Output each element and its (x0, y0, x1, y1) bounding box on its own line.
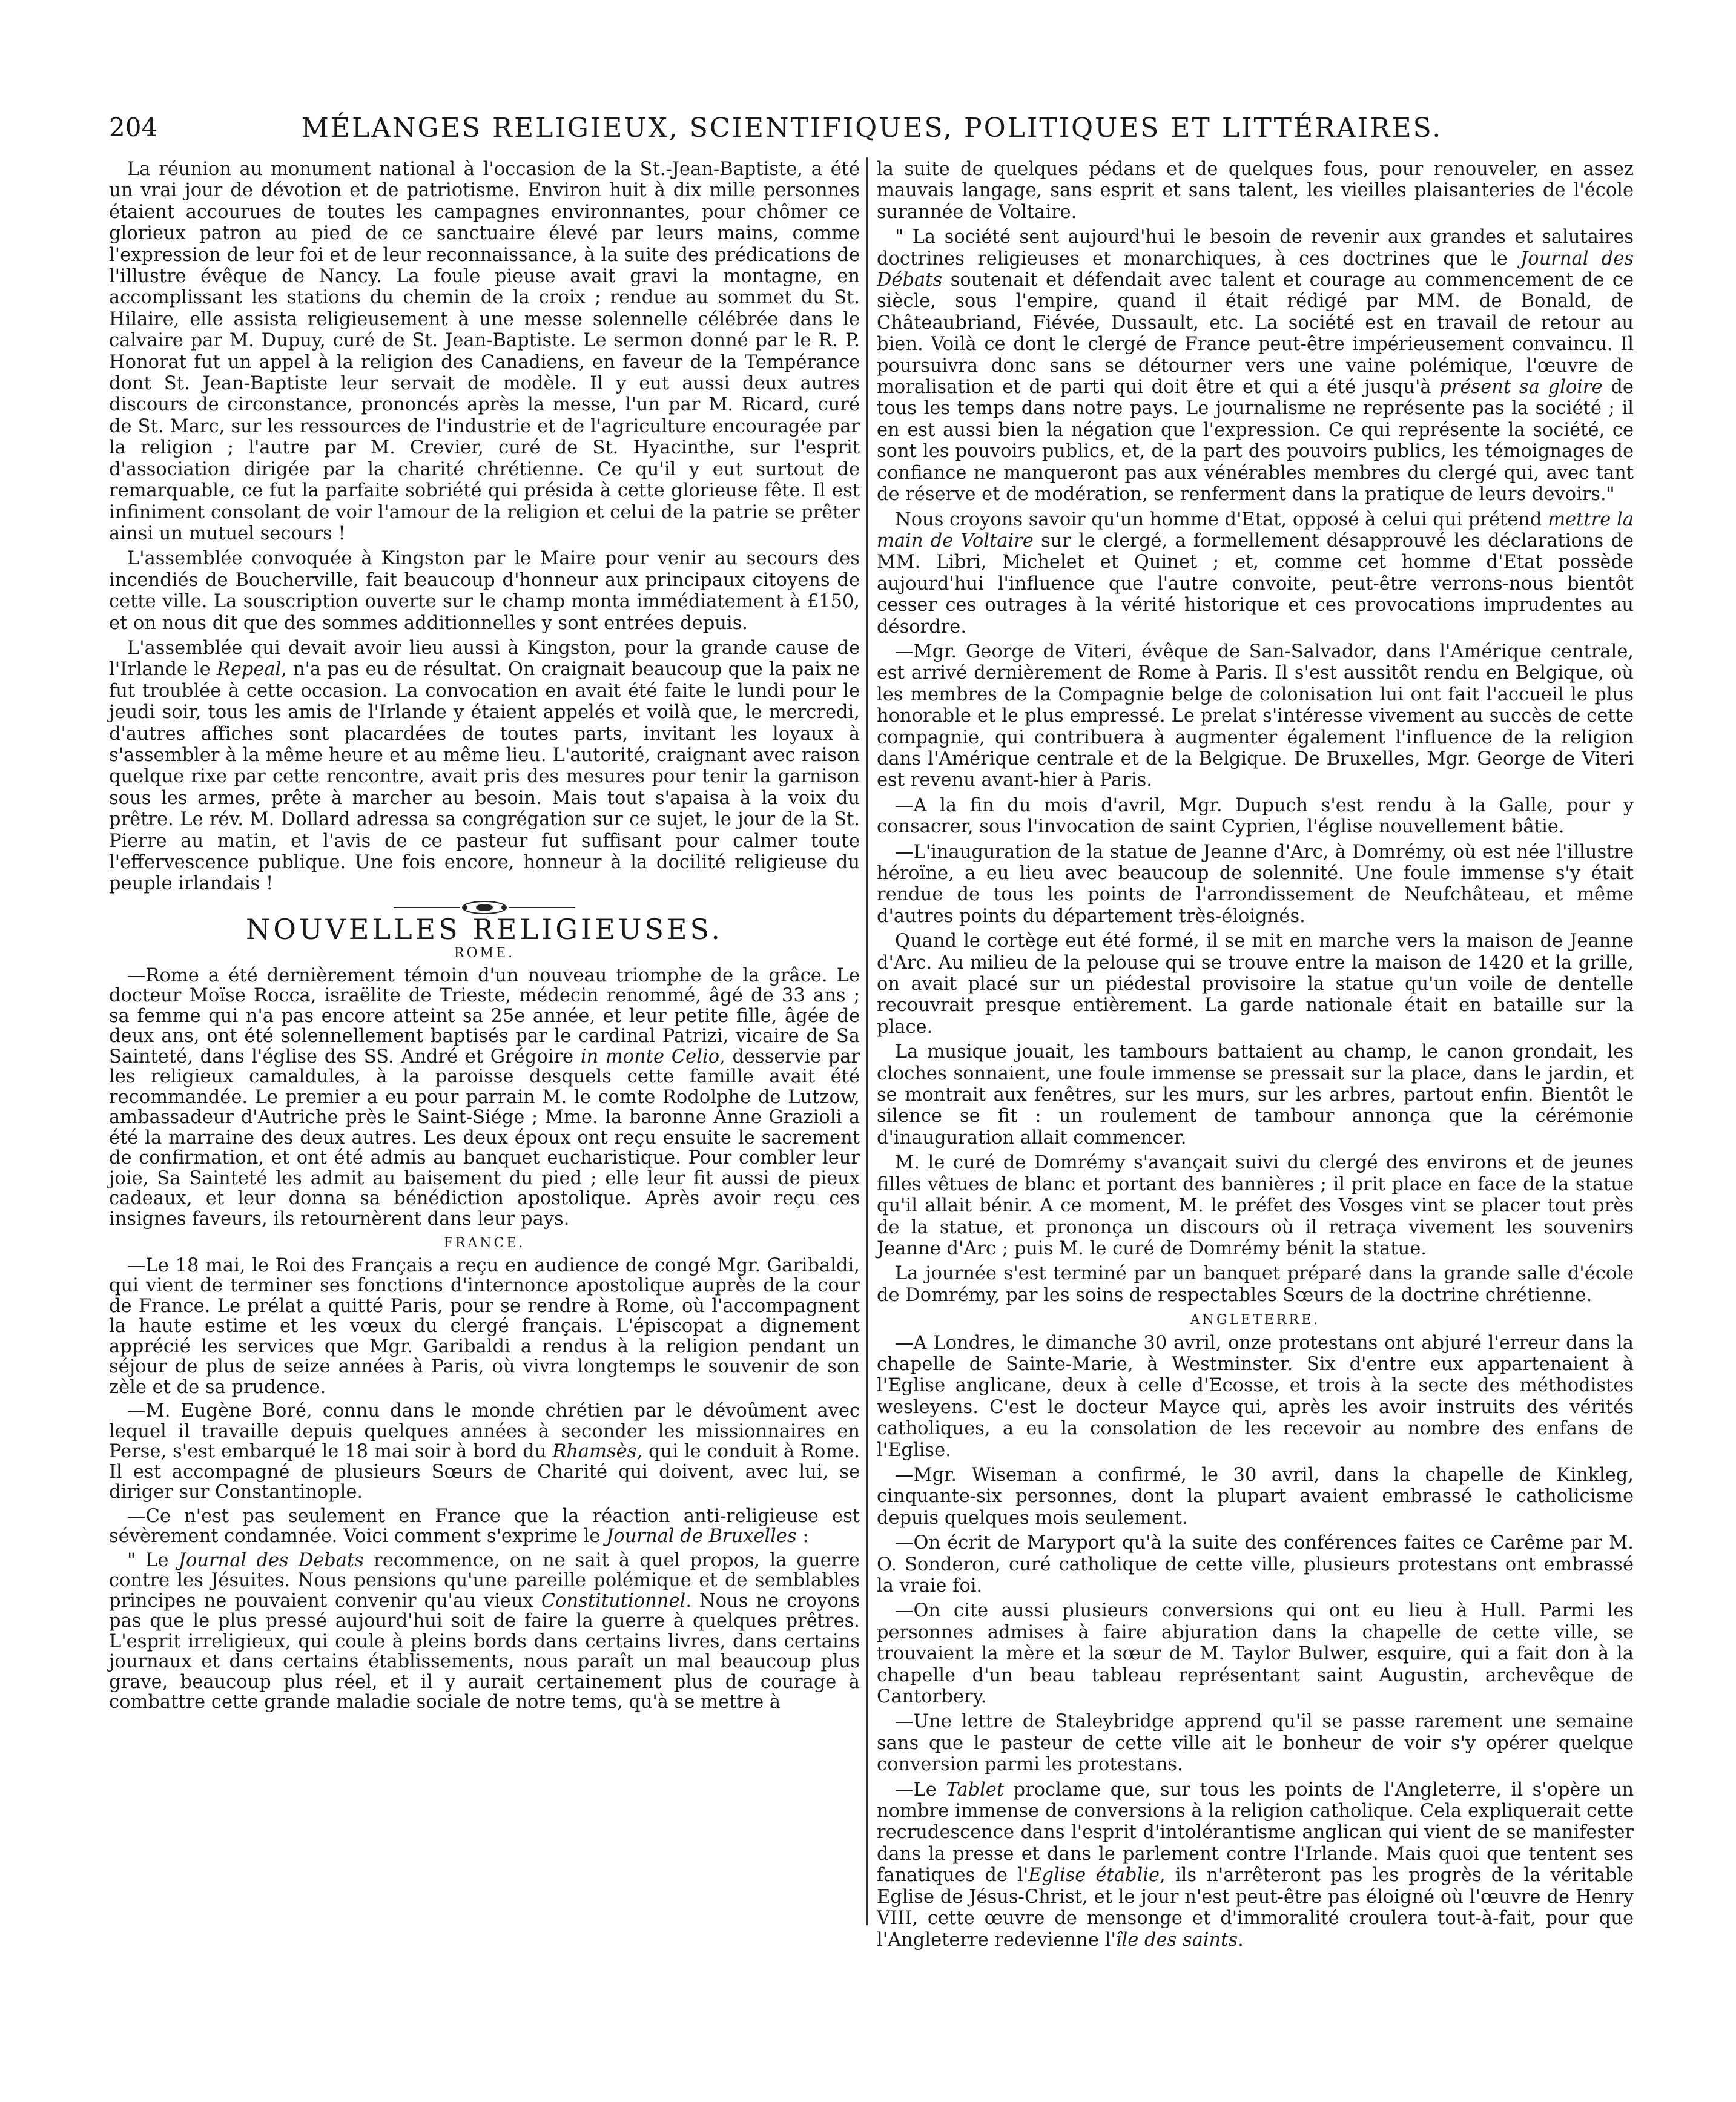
article-societe: " La société sent aujourd'hui le besoin de revenir aux grandes et salutaires doctrines religieuses et monarchiques, à ces doctrines que le Journal des Débats soutenait et défendait avec talent et courage au commencement de ce siècle, sous l'empire, quand il était rédigé par MM. de Bonald, de Châteaubriand, Fiévée, Dussault, etc. La société est en travail de retour au bien. Voilà ce dont le clergé de France peut-être impérieusement convaincu. Il poursuivra donc sans se détourner vers une vaine polémique, l'œuvre de moralisation et de parti qui doit être et qui a été jusqu'à présent sa gloire de tous les temps dans notre pays. Le journalisme ne représente pas la société ; il en est aussi bien la négation que l'expression. Ce qui représente la société, ce sont les pouvoirs publics, et, de la part des pouvoirs publics, les témoignages de confiance ne manqueront pas aux vénérables membres du clergé qui, avec tant de réserve et de modération, se renferment dans la pratique de leurs devoirs." (877, 226, 1634, 506)
article-dupuch: —A la fin du mois d'avril, Mgr. Dupuch s'est rendu à la Galle, pour y consacrer, sous l'invocation de saint Cyprien, l'église nouvellement bâtie. (877, 794, 1634, 838)
article-saint-jean-baptiste: La réunion au monument national à l'occasion de la St.-Jean-Baptiste, a été un vrai jour de dévotion et de patriotisme. Environ huit à dix mille personnes étaient accourues de toutes les campagnes environnantes, pour chômer ce glorieux patron au pied de ce sanctuaire élevé par leurs mains, comme l'expression de leur foi et de leur reconnaissance, à la suite des prédications de l'illustre évêque de Nancy. La foule pieuse avait gravi la montagne, en accomplissant les stations du chemin de la croix ; rendue au sommet du St. Hilaire, elle assista religieusement à une messe solennelle célébrée dans le calvaire par M. Dupuy, curé de St. Jean-Baptiste. Le sermon donné par le R. P. Honorat fut un appel à la religion des Canadiens, en faveur de la Tempérance dont St. Jean-Baptiste leur servait de modèle. Il y eut aussi deux autres discours de circonstance, prononcés après la messe, l'un par M. Ricard, curé de St. Marc, sur les ressources de l'industrie et de l'agriculture encouragée par la religion ; l'autre par M. Crevier, curé de St. Hyacinthe, sur l'esprit d'association dirigée par la charité chrétienne. Ce qu'il y eut surtout de remarquable, ce fut la parfaite sobriété qui présida à cette glorieuse fête. Il est infiniment consolant de voir l'amour de la religion et celui de la patrie se prêter ainsi un mutuel secours ! (109, 159, 860, 544)
column-rule (866, 157, 868, 1925)
article-cortege: Quand le cortège eut été formé, il se mit en marche vers la maison de Jeanne d'Arc. Au milieu de la pelouse qui se trouve entre la maison de 1420 et la grille, on avait placé sur un piédestal provisoire la statue qu'un voile de dentelle recouvrait presque entièrement. La garde nationale était en bataille sur la place. (877, 931, 1634, 1038)
article-musique: La musique jouait, les tambours battaient au champ, le canon grondait, les cloches sonnaient, une foule immense se pressait sur la place, dans le jardin, et se montrait aux fenêtres, sur les murs, sur les arbres, partout enfin. Bientôt le silence se fit : un roulement de tambour annonça que la cérémonie d'inauguration allait commencer. (877, 1041, 1634, 1148)
right-column (877, 159, 1634, 1954)
article-continuation: la suite de quelques pédans et de quelques fous, pour renouveler, en assez mauvais langage, sans esprit et sans talent, les vieilles plaisanteries de l'école surannée de Voltaire. (877, 159, 1634, 223)
article-wiseman: —Mgr. Wiseman a confirmé, le 30 avril, dans la chapelle de Kinkleg, cinquante-six personnes, dont la plupart avaient embrassé le catholicisme depuis quelques mois seulement. (877, 1464, 1634, 1529)
article-cure-domremy: M. le curé de Domrémy s'avançait suivi du clergé des environs et de jeunes filles vêtues de blanc et portant des bannières ; il prit place en face de la statue qu'il allait bénir. A ce moment, M. le préfet des Vosges vint se placer tout près de la statue, et prononça un discours où il retraça vivement les souvenirs Jeanne d'Arc ; puis M. le curé de Domrémy bénit la statue. (877, 1152, 1634, 1259)
article-bore: —M. Eugène Boré, connu dans le monde chrétien par le dévoûment avec lequel il travaille depuis quelques années à seconder les missionnaires en Perse, s'est embarqué le 18 mai soir à bord du Rhamsès, qui le conduit à Rome. Il est accompagné de plusieurs Sœurs de Charité qui doivent, avec lui, se diriger sur Constantinople. (109, 1400, 860, 1503)
article-journal-debats: " Le Journal des Debats recommence, on ne sait à quel propos, la guerre contre les Jésuites. Nous pensions qu'une pareille polémique et de semblables principes ne pouvaient convenir qu'au vieux Constitutionnel. Nous ne croyons pas que le plus pressé aujourd'hui soit de faire la guerre à quelques prêtres. L'esprit irreligieux, qui coule à pleins bords dans certains livres, dans certains journaux et dans certains établissements, nous paraît un mal beaucoup plus grave, beaucoup plus réel, et il y aurait certainement plus de courage à combattre cette grande maladie sociale de notre tems, qu'à se mettre à (109, 1549, 860, 1713)
article-londres: —A Londres, le dimanche 30 avril, onze protestans ont abjuré l'erreur dans la chapelle de Sainte-Marie, à Westminster. Six d'entre eux appartenaient à l'Eglise anglicane, deux à celle d'Ecosse, et trois à la secte des méthodistes wesleyens. C'est le docteur Mayce qui, après les avoir instruits des vérités catholiques, a eu la consolation de les recevoir au nombre des enfans de l'Eglise. (877, 1332, 1634, 1461)
article-homme-etat: Nous croyons savoir qu'un homme d'Etat, opposé à celui qui prétend mettre la main de Voltaire sur le clergé, a formellement désapprouvé les déclarations de MM. Libri, Michelet et Quinet ; et, comme cet homme d'Etat possède aujourd'hui l'influence que l'autre convoite, peut-être verrons-nous bientôt cesser ces outrages à la vérité historique et ces provocations imprudentes au désordre. (877, 509, 1634, 638)
article-jeanne-darc: —L'inauguration de la statue de Jeanne d'Arc, à Domrémy, où est née l'illustre héroïne, a eu lieu avec beaucoup de solennité. Une foule immense s'y était rendue de tous les points de l'arrondissement de Neufchâteau, et même d'autres points du département très-éloignés. (877, 841, 1634, 927)
running-title: MÉLANGES RELIGIEUX, SCIENTIFIQUES, POLITIQUES ET LITTÉRAIRES. (301, 113, 1443, 143)
subhead-rome: ROME. (454, 946, 515, 961)
subhead-france: FRANCE. (443, 1236, 526, 1251)
article-staleybridge: —Une lettre de Staleybridge apprend qu'il se passe rarement une semaine sans que le pasteur de cette ville ait le bonheur de voir s'y opérer quelque conversion parmi les protestans. (877, 1711, 1634, 1776)
section-title: NOUVELLES RELIGIEUSES. (245, 912, 724, 946)
left-column (109, 159, 860, 1716)
article-hull: —On cite aussi plusieurs conversions qui ont eu lieu à Hull. Parmi les personnes admises à faire abjuration dans la chapelle de cette ville, se trouvaient la mère et la sœur de M. Taylor Bulwer, esquire, qui a fait don à la chapelle d'un beau tableau représentant saint Augustin, archevêque de Cantorbery. (877, 1600, 1634, 1708)
article-garibaldi: —Le 18 mai, le Roi des Français a reçu en audience de congé Mgr. Garibaldi, qui vient de terminer ses fonctions d'internonce apostolique auprès de la cour de France. Le prélat a quitté Paris, pour se rendre à Rome, où l'accompagnent la haute estime et les vœux du clergé français. L'épiscopat a dignement apprécié les services que Mgr. Garibaldi a rendus à la religion pendant un séjour de plus de seize années à Paris, où vivra longtemps le souvenir de son zèle et de sa prudence. (109, 1254, 860, 1398)
page-header (109, 113, 1635, 149)
article-reaction: —Ce n'est pas seulement en France que la réaction anti-religieuse est sévèrement condamnée. Voici comment s'exprime le Journal de Bruxelles : (109, 1505, 860, 1547)
article-viteri: —Mgr. George de Viteri, évêque de San-Salvador, dans l'Amérique centrale, est arrivé dernièrement de Rome à Paris. Il s'est aussitôt rendu en Belgique, où les membres de la Compagnie belge de colonisation lui ont fait l'accueil le plus honorable et le plus empressé. Le prelat s'intéresse vivement au succès de cette compagnie, qui contribuera à augmenter également l'influence de la religion dans l'Amérique centrale et de la Belgique. De Bruxelles, Mgr. George de Viteri est revenu avant-hier à Paris. (877, 641, 1634, 791)
article-rome: —Rome a été dernièrement témoin d'un nouveau triomphe de la grâce. Le docteur Moïse Rocca, israëlite de Trieste, médecin renommé, âgé de 33 ans ; sa femme qui n'a pas encore atteint sa 25e année, et leur petite fille, âgée de deux ans, ont été solennellement baptisés par le cardinal Patrizi, vicaire de Sa Sainteté, dans l'église des SS. André et Grégoire in monte Celio, desservie par les religieux camaldules, à la paroisse desquels cette famille avait été recommandée. Le premier a eu pour parrain M. le comte Rodolphe de Lutzow, ambassadeur d'Autriche près le Saint-Siége ; Mme. la baronne Anne Grazioli a été la marraine des deux autres. Les deux époux ont reçu ensuite le sacrement de confirmation, et ont été admis au banquet eucharistique. Pour combler leur joie, Sa Sainteté les admit au baisement du pied ; elle leur fit aussi de pieux cadeaux, et leur donna sa bénédiction apostolique. Après avoir reçu ces insignes faveurs, ils retournèrent dans leur pays. (109, 964, 860, 1230)
article-kingston-repeal: L'assemblée qui devait avoir lieu aussi à Kingston, pour la grande cause de l'Irlande le Repeal, n'a pas eu de résultat. On craignait beaucoup que la paix ne fut troublée à cette occasion. La convocation en avait été faite le lundi pour le jeudi soir, tous les amis de l'Irlande y étaient appelés et voilà que, le mercredi, d'autres affiches sont placardées de toutes parts, invitant les loyaux à s'assembler à la même heure et au même lieu. L'autorité, craignant avec raison quelque rixe par cette rencontre, avait pris des mesures pour tenir la garnison sous les armes, prête à marcher au besoin. Mais tout s'apaisa à la voix du prêtre. Le rév. M. Dollard adressa sa congrégation sur ce sujet, le jour de la St. Pierre au matin, et l'avis de ce pasteur fut suffisant pour calmer toute l'effervescence publique. Une fois encore, honneur à la docilité religieuse du peuple irlandais ! (109, 637, 860, 895)
page-number: 204 (109, 113, 158, 142)
subhead-angleterre: ANGLETERRE. (1190, 1313, 1321, 1328)
article-banquet: La journée s'est terminé par un banquet préparé dans la grande salle d'école de Domrémy, par les soins de respectables Sœurs de la doctrine chrétienne. (877, 1263, 1634, 1306)
article-maryport: —On écrit de Maryport qu'à la suite des conférences faites ce Carême par M. O. Sonderon, curé catholique de cette ville, plusieurs protestans ont embrassé la vraie foi. (877, 1532, 1634, 1596)
article-tablet: —Le Tablet proclame que, sur tous les points de l'Angleterre, il s'opère un nombre immense de conversions à la religion catholique. Cela expliquerait cette recrudescence dans l'esprit d'intolérantisme anglican qui vient de se manifester dans la presse et dans le parlement contre l'Irlande. Mais quoi que tentent ses fanatiques de l'Eglise établie, ils n'arrêteront pas les progrès de la véritable Eglise de Jésus-Christ, et le jour n'est peut-être pas éloigné où l'œuvre de Henry VIII, cette œuvre de mensonge et d'immoralité croulera tout-à-fait, pour que l'Angleterre redevienne l'île des saints. (877, 1779, 1634, 1951)
article-kingston-incendies: L'assemblée convoquée à Kingston par le Maire pour venir au secours des incendiés de Boucherville, fait beaucoup d'honneur aux principaux citoyens de cette ville. La souscription ouverte sur le champ monta immédiatement à £150, et on nous dit que des sommes additionnelles y sont entrées depuis. (109, 548, 860, 634)
